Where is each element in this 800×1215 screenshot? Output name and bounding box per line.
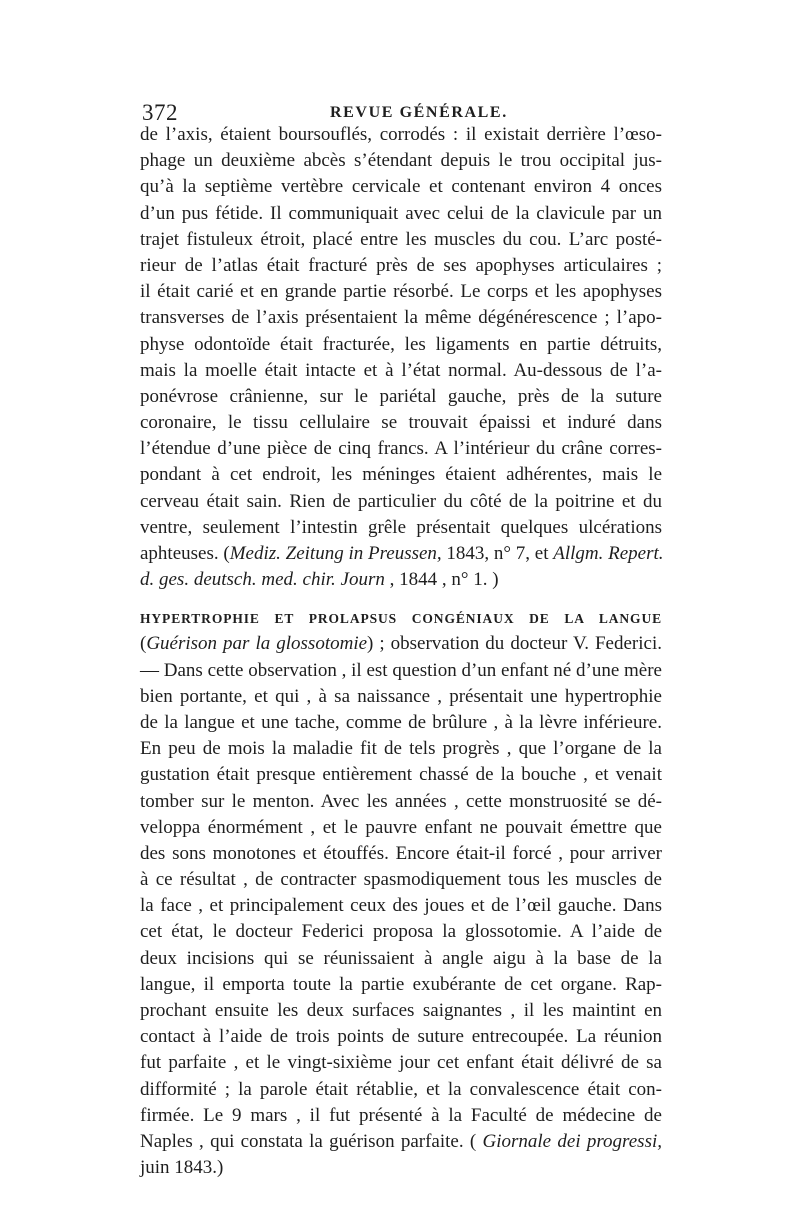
text-line: de la langue et une tache, comme de brûlure , à la lèvre inférieure.: [140, 711, 662, 733]
subtitle-text: (: [140, 633, 147, 655]
citation-text: 1843, n° 7, et: [441, 543, 554, 564]
text-line: veloppa énormément , et le pauvre enfant ne pouvait émettre que: [140, 816, 662, 838]
text-line: ventre, seulement l’intestin grêle présentait quelques ulcérations: [140, 516, 662, 538]
page-number: 372: [142, 100, 178, 125]
text-line: transverses de l’axis présentaient la même dégénérescence ; l’apo-: [140, 307, 662, 329]
citation-line: [140, 567, 662, 593]
text-line: cerveau était sain. Rien de particulier du côté de la poitrine et du: [140, 490, 662, 512]
text-line: l’étendue d’une pièce de cinq francs. A l’intérieur du crâne corres-: [140, 438, 662, 460]
text-line: trajet fistuleux étroit, placé entre les muscles du cou. L’arc posté-: [140, 228, 662, 250]
text-line: la face , et principalement ceux des joues et de l’œil gauche. Dans: [140, 895, 662, 917]
text-line: mais la moelle était intacte et à l’état normal. Au-dessous de l’a-: [140, 359, 662, 381]
text-line: rieur de l’atlas était fracturé près de ses apophyses articulaires ;: [140, 254, 662, 276]
text-line: des sons monotones et étouffés. Encore était-il forcé , pour arriver: [140, 842, 662, 864]
text-line: cet état, le docteur Federici proposa la glossotomie. A l’aide de: [140, 921, 662, 943]
text-line: fut parfaite , et le vingt-sixième jour cet enfant était délivré de sa: [140, 1052, 662, 1074]
section-heading: HYPERTROPHIE ET PROLAPSUS CONGÉNIAUX DE LA LANGUE: [140, 611, 662, 627]
text-line: bien portante, et qui , à sa naissance , présentait une hypertrophie: [140, 685, 662, 707]
text-line: En peu de mois la maladie fit de tels progrès , que l’organe de la: [140, 738, 662, 760]
text-line: gustation était presque entièrement chassé de la bouche , et venait: [140, 764, 662, 786]
text-line: tomber sur le menton. Avec les années , cette monstruosité se dé-: [140, 790, 662, 812]
citation-text: aphteuses. (: [140, 543, 230, 564]
citation-line: juin 1843.): [140, 1157, 224, 1179]
citation-journal: Allgm. Repert.: [553, 543, 664, 564]
citation-text: , 1844 , n° 1. ): [384, 569, 499, 591]
text-line: ponévrose crânienne, sur le pariétal gauche, près de la suture: [140, 385, 662, 407]
citation-journal: Mediz. Zeitung in Preussen,: [229, 543, 442, 564]
section-hypertrophie: [140, 607, 662, 1181]
text-line: phage un deuxième abcès s’étendant depuis le trou occipital jus-: [140, 150, 662, 172]
text-line: deux incisions qui se réunissaient à angle aigu à la base de la: [140, 947, 662, 969]
citation-journal: Giornale dei progressi,: [482, 1130, 662, 1152]
text-line: à ce résultat , de contracter spasmodiquement tous les muscles de: [140, 869, 662, 891]
text-line: prochant ensuite les deux surfaces saignantes , il les maintint en: [140, 1000, 662, 1021]
paragraph-continuation: [140, 122, 662, 593]
running-title: REVUE GÉNÉRALE.: [330, 104, 508, 121]
text-line: contact à l’aide de trois points de suture entrecoupée. La réunion: [140, 1026, 662, 1048]
citation-line: [140, 1129, 662, 1155]
subtitle-italic: Guérison par la glossotomie: [146, 633, 368, 655]
text-line: de l’axis, étaient boursouflés, corrodés : il existait derrière l’œso-: [140, 124, 662, 145]
text-line: difformité ; la parole était rétablie, et la convalescence était con-: [140, 1078, 662, 1100]
citation-text: Naples , qui constata la guérison parfaite. (: [140, 1130, 483, 1152]
text-line: — Dans cette observation , il est question d’un enfant né d’une mère: [140, 659, 662, 681]
text-line: langue, il emporta toute la partie exubérante de cet organe. Rap-: [140, 973, 662, 995]
citation-journal: d. ges. deutsch. med. chir. Journ: [140, 569, 385, 591]
text-line: qu’à la septième vertèbre cervicale et contenant environ 4 onces: [140, 176, 662, 198]
text-line: pondant à cet endroit, les méninges étaient adhérentes, mais le: [140, 464, 662, 486]
citation-line: [140, 541, 662, 567]
text-line: d’un pus fétide. Il communiquait avec celui de la clavicule par un: [140, 202, 662, 224]
subtitle-text: ) ; observation du docteur V. Federici.: [367, 633, 662, 655]
text-line: firmée. Le 9 mars , il fut présenté à la Faculté de médecine de: [140, 1104, 662, 1126]
text-line: coronaire, le tissu cellulaire se trouvait épaissi et induré dans: [140, 412, 662, 434]
section-subtitle: [140, 631, 662, 657]
text-line: physe odontoïde était fracturée, les ligaments en partie détruits,: [140, 333, 662, 355]
text-line: il était carié et en grande partie résorbé. Le corps et les apophyses: [140, 281, 662, 303]
section-gap: [140, 593, 662, 607]
body-text: [140, 122, 662, 1181]
